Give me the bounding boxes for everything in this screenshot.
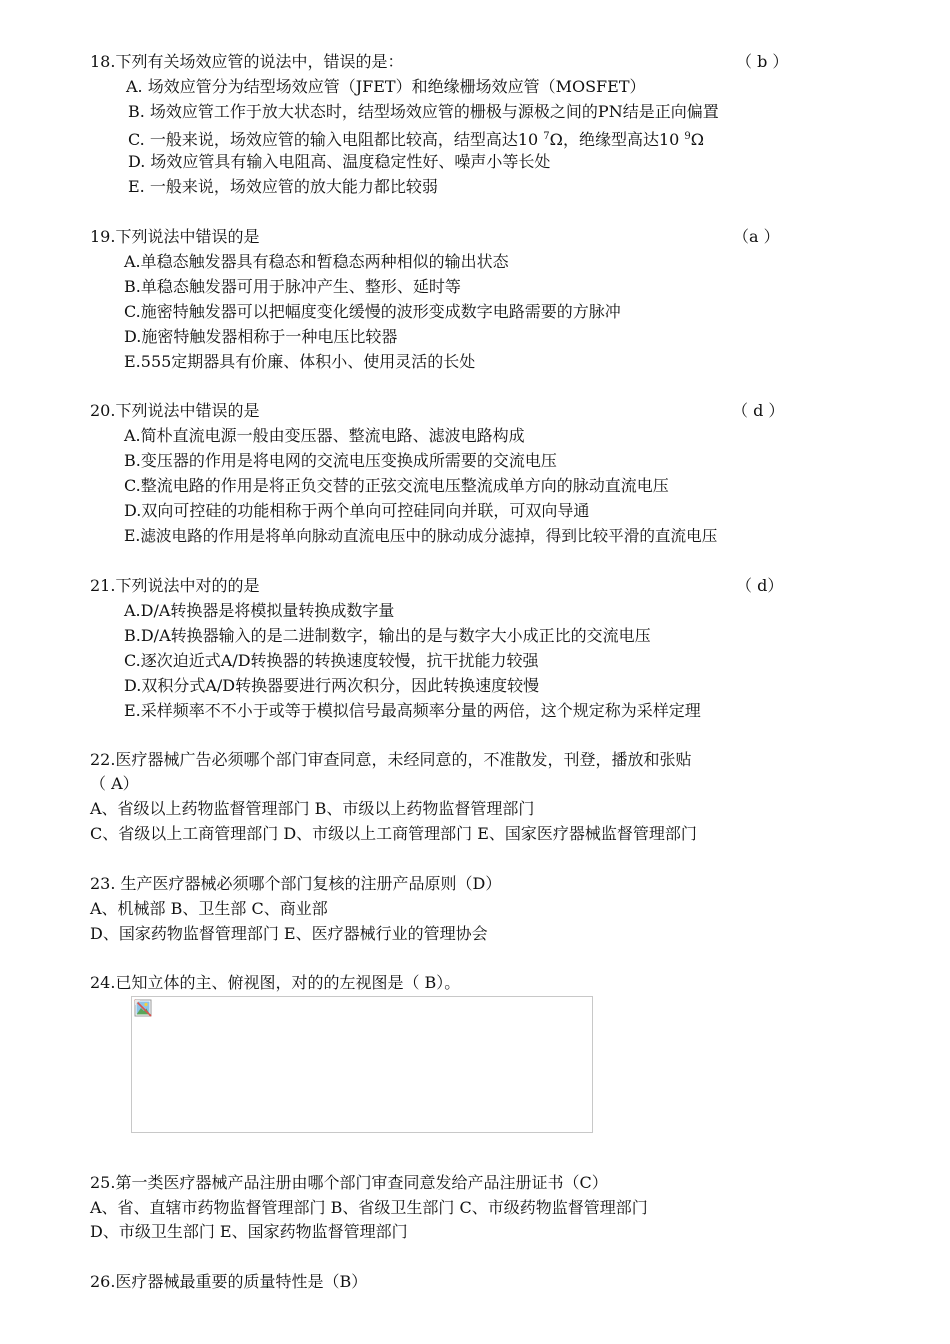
q24-stem: 24.已知立体的主、俯视图，对的的左视图是（ B）。 bbox=[90, 973, 461, 992]
q22-options-row1: A、省级以上药物监督管理部门 B、市级以上药物监督管理部门 bbox=[90, 799, 535, 818]
q22-options-row2: C、省级以上工商管理部门 D、市级以上工商管理部门 E、国家医疗器械监督管理部门 bbox=[90, 824, 697, 843]
q19-option-d: D.施密特触发器相称于一种电压比较器 bbox=[124, 327, 398, 346]
q21-option-e: E.采样频率不不小于或等于模拟信号最高频率分量的两倍，这个规定称为采样定理 bbox=[124, 701, 701, 720]
q20-stem: 20.下列说法中错误的是 bbox=[90, 401, 260, 420]
q23-options-row1: A、机械部 B、卫生部 C、商业部 bbox=[90, 899, 328, 918]
q23-options-row2: D、国家药物监督管理部门 E、医疗器械行业的管理协会 bbox=[90, 924, 488, 943]
q19-option-e: E.555定期器具有价廉、体积小、使用灵活的长处 bbox=[124, 352, 476, 371]
q21-stem: 21.下列说法中对的的是 bbox=[90, 576, 260, 595]
q20-option-c: C.整流电路的作用是将正负交替的正弦交流电压整流成单方向的脉动直流电压 bbox=[124, 476, 669, 495]
q18-option-c-text1: C. 一般来说，场效应管的输入电阻都比较高，结型高达10 bbox=[128, 130, 544, 149]
q21-option-d: D.双积分式A/D转换器要进行两次积分，因此转换速度较慢 bbox=[124, 676, 540, 695]
q18-option-e: E. 一般来说，场效应管的放大能力都比较弱 bbox=[128, 177, 438, 196]
q18-option-d: D. 场效应管具有输入电阻高、温度稳定性好、噪声小等长处 bbox=[128, 152, 551, 171]
q20-option-e: E.滤波电路的作用是将单向脉动直流电压中的脉动成分滤掉，得到比较平滑的直流电压 bbox=[124, 527, 718, 545]
q20-option-d: D.双向可控硅的功能相称于两个单向可控硅同向并联，可双向导通 bbox=[124, 501, 590, 520]
q22-stem: 22.医疗器械广告必须哪个部门审查同意，未经同意的，不准散发，刊登，播放和张贴 bbox=[90, 750, 692, 769]
q19-answer: （a ） bbox=[733, 227, 780, 246]
q18-answer: （ b ） bbox=[736, 52, 789, 71]
q19-option-c: C.施密特触发器可以把幅度变化缓慢的波形变成数字电路需要的方脉冲 bbox=[124, 302, 621, 321]
q19-option-a: A.单稳态触发器具有稳态和暂稳态两种相似的输出状态 bbox=[124, 252, 509, 271]
broken-image-icon bbox=[134, 999, 152, 1017]
q18-option-a: A. 场效应管分为结型场效应管（JFET）和绝缘栅场效应管（MOSFET） bbox=[126, 77, 646, 96]
q18-option-b: B. 场效应管工作于放大状态时，结型场效应管的栅极与源极之间的PN结是正向偏置 bbox=[128, 102, 719, 121]
q21-option-a: A.D/A转换器是将模拟量转换成数字量 bbox=[124, 601, 395, 620]
q20-answer: （ d ） bbox=[732, 401, 785, 420]
q18-option-c bbox=[128, 126, 704, 148]
q25-options-row2: D、市级卫生部门 E、国家药物监督管理部门 bbox=[90, 1222, 408, 1241]
q18-option-c-exponent2: 9 bbox=[684, 131, 691, 142]
q25-options-row1: A、省、直辖市药物监督管理部门 B、省级卫生部门 C、市级药物监督管理部门 bbox=[90, 1198, 648, 1217]
q24-figure-placeholder bbox=[131, 996, 593, 1133]
q18-option-c-text3: Ω bbox=[690, 130, 705, 149]
q18-stem: 18.下列有关场效应管的说法中，错误的是： bbox=[90, 52, 404, 71]
q20-option-b: B.变压器的作用是将电网的交流电压变换成所需要的交流电压 bbox=[124, 451, 557, 470]
q21-option-b: B.D/A转换器输入的是二进制数字，输出的是与数字大小成正比的交流电压 bbox=[124, 626, 651, 645]
q18-option-c-text2: Ω，绝缘型高达10 bbox=[549, 130, 685, 149]
q19-stem: 19.下列说法中错误的是 bbox=[90, 227, 260, 246]
q23-stem: 23. 生产医疗器械必须哪个部门复核的注册产品原则（D） bbox=[90, 874, 502, 893]
q21-answer: （ d） bbox=[736, 576, 784, 595]
q20-option-a: A.简朴直流电源一般由变压器、整流电路、滤波电路构成 bbox=[124, 426, 525, 445]
q18-option-c-exponent1: 7 bbox=[543, 131, 550, 142]
q19-option-b: B.单稳态触发器可用于脉冲产生、整形、延时等 bbox=[124, 277, 461, 296]
q21-option-c: C.逐次迫近式A/D转换器的转换速度较慢，抗干扰能力较强 bbox=[124, 651, 539, 670]
q26-stem: 26.医疗器械最重要的质量特性是（B） bbox=[90, 1272, 368, 1291]
q22-answer: （ A） bbox=[90, 774, 139, 793]
q25-stem: 25.第一类医疗器械产品注册由哪个部门审查同意发给产品注册证书（C） bbox=[90, 1173, 608, 1192]
